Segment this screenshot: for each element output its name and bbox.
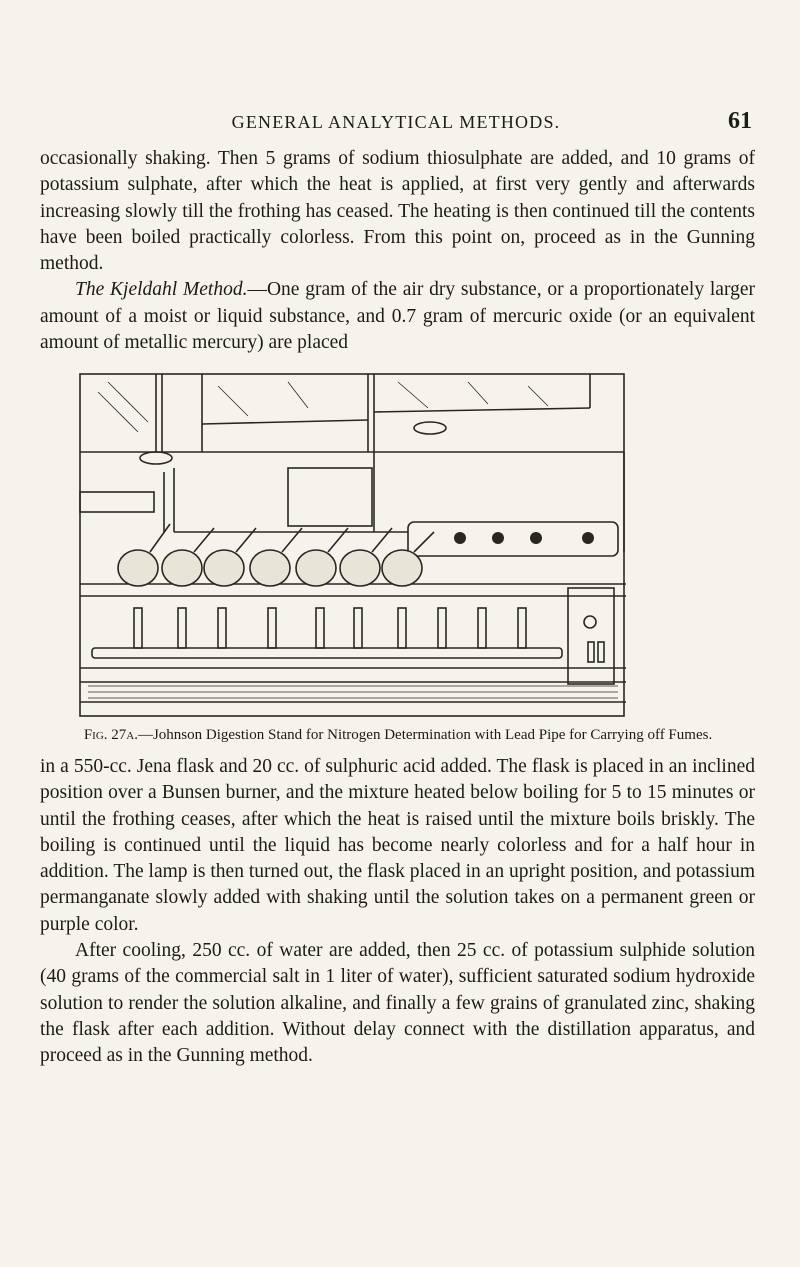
section-title-kjeldahl: The Kjeldahl Method. — [75, 279, 248, 301]
paragraph-continued: occasionally shaking. Then 5 grams of sodium thiosulphate are added, and 10 grams of potassium sulphate, after which the heat is applied, at first very gently and afterwards increasing slowly till the frothing has ceased. The heating is then continued till the contents have been boiled practically colorless. From this point on, proceed as in the Gunning method. — [40, 148, 755, 275]
paragraph-jena-flask: in a 550-cc. Jena flask and 20 cc. of sulphuric acid added. The flask is placed in an inclined position over a Bunsen burner, and the mixture heated below boiling for 5 to 15 minutes or until the frothing ceases, after which the heat is raised until the mixture boils briskly. The boiling is continued until the liquid has become nearly colorless and for a half hour in addition. The lamp is then turned out, the flask placed in an upright position, and potassium permanganate slowly added with shaking until the solution takes on a permanent green or purple color. — [40, 756, 755, 935]
digestion-stand-drawing — [78, 372, 626, 718]
digestion-stand-illustration — [78, 372, 626, 718]
running-header — [40, 108, 752, 142]
figure-caption-text: —Johnson Digestion Stand for Nitrogen Determination with Lead Pipe for Carrying off Fumes. — [137, 727, 713, 743]
text-block-bottom — [40, 754, 755, 1070]
page-number: 61 — [728, 108, 752, 134]
paragraph-kjeldahl-text: —One gram of the air dry substance, or a proportionately larger amount of a moist or liquid substance, and 0.7 gram of mercuric oxide (or an equivalent amount of metallic mercury) are placed — [40, 279, 755, 354]
paragraph-kjeldahl — [40, 277, 755, 356]
text-block-top — [40, 146, 755, 356]
figure-label: Fig. 27a. — [83, 727, 138, 743]
paragraph-after-cooling: After cooling, 250 cc. of water are added, then 25 cc. of potassium sulphide solution (40 grams of the commercial salt in 1 liter of water), sufficient saturated sodium hydroxide solution to render the solution alkaline, and finally a few grains of granulated zinc, shaking the flask after each addition. Without delay connect with the distillation apparatus, and proceed as in the Gunning method. — [40, 940, 755, 1067]
running-title: GENERAL ANALYTICAL METHODS. — [231, 112, 561, 132]
figure-caption — [40, 726, 756, 745]
